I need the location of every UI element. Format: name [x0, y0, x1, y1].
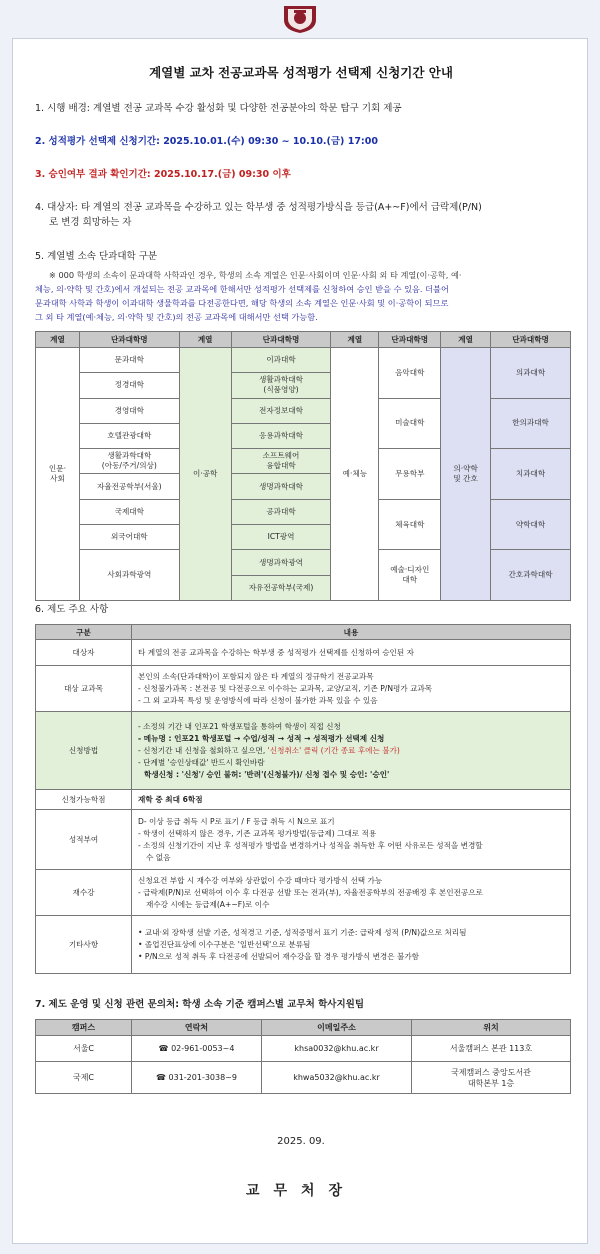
- header-cell: 단과대학명: [79, 332, 179, 348]
- group-medical: 의·약학 및 간호: [441, 348, 491, 601]
- row-label: 신청가능학점: [36, 790, 132, 810]
- row-content: [132, 916, 571, 974]
- header-cell: 내용: [132, 625, 571, 640]
- college-cell: 생명과학광역: [231, 550, 331, 575]
- campus-cell: 국제C: [36, 1062, 132, 1094]
- college-cell: 치과대학: [491, 449, 571, 500]
- college-cell: 간호과학대학: [491, 550, 571, 601]
- key-points-table: [35, 624, 571, 974]
- row-label: 성적부여: [36, 810, 132, 870]
- content-line: - 단계별 '승인상태값' 반드시 확인바람: [138, 757, 265, 767]
- college-cell: 체육대학: [379, 499, 441, 550]
- college-cell: ICT광역: [231, 525, 331, 550]
- email-cell: khsa0032@khu.ac.kr: [262, 1036, 412, 1062]
- college-cell: 소프트웨어 융합대학: [231, 449, 331, 474]
- header-cell: 단과대학명: [379, 332, 441, 348]
- content-line: - 메뉴명 : 인포21 학생포털 → 수업/성적 → 성적 → 성적평가 선택제 신청: [138, 733, 385, 743]
- table-header-row: [36, 625, 571, 640]
- header-cell: 단과대학명: [231, 332, 331, 348]
- eligibility-line-1: 4. 대상자: 타 계열의 전공 교과목을 수강하고 있는 학부생 중 성적평가방식을 등급(A+~F)에서 급락제(P/N): [35, 202, 482, 213]
- row-content: [132, 810, 571, 870]
- content-line: - 급락제(P/N)로 선택하여 이수 후 다전공 선발 또는 전과(부), 자율전공학부의 전공배정 후 본인전공으로: [138, 887, 483, 897]
- content-line: D- 이상 등급 취득 시 P로 표기 / F 등급 취득 시 N으로 표기: [138, 816, 335, 826]
- header-cell: 구분: [36, 625, 132, 640]
- phone-cell: [132, 1036, 262, 1062]
- row-content: [132, 712, 571, 790]
- university-emblem: [280, 4, 320, 34]
- table-row: [36, 666, 571, 712]
- location-cell: 국제캠퍼스 중앙도서관 대학본부 1층: [412, 1062, 571, 1094]
- contact-table: [35, 1019, 571, 1094]
- issuer-signature: 교무처장: [245, 1183, 357, 1199]
- header-cell: 계열: [441, 332, 491, 348]
- issue-date: 2025. 09.: [277, 1136, 325, 1147]
- row-content: 타 계열의 전공 교과목을 수강하는 학부생 중 성적평가 선택제를 신청하여 승인된 자: [132, 640, 571, 666]
- notice-page: [12, 38, 588, 1244]
- college-classification-table: [35, 331, 571, 601]
- college-cell: 공과대학: [231, 499, 331, 524]
- item-result-period: 3. 승인여부 결과 확인기간: 2025.10.17.(금) 09:30 이후: [35, 169, 291, 180]
- table-row: [36, 916, 571, 974]
- college-cell: 국제대학: [79, 499, 179, 524]
- table-row: [36, 1036, 571, 1062]
- table-row: [36, 712, 571, 790]
- college-cell: 문과대학: [79, 348, 179, 373]
- email-cell: khwa5032@khu.ac.kr: [262, 1062, 412, 1094]
- college-cell: 호텔관광대학: [79, 423, 179, 448]
- college-cell: 자율전공학부(서울): [79, 474, 179, 499]
- college-cell: 자유전공학부(국제): [231, 575, 331, 600]
- college-cell: 사회과학광역: [79, 550, 179, 601]
- content-line: - 학생이 선택하지 않은 경우, 기존 교과목 평가방법(등급제) 그대로 적용: [138, 828, 377, 838]
- college-cell: 의과대학: [491, 348, 571, 399]
- campus-cell: 서울C: [36, 1036, 132, 1062]
- college-cell: 정경대학: [79, 373, 179, 398]
- header-cell: 캠퍼스: [36, 1020, 132, 1036]
- row-label: 대상 교과목: [36, 666, 132, 712]
- content-line: 신청요건 부합 시 재수강 여부와 상관없이 수강 때마다 평가방식 선택 가능: [138, 875, 383, 885]
- content-line: 수 없음: [146, 852, 171, 862]
- note-line-2: 체능, 의·약학 및 간호)에서 개설되는 전공 교과목에 한해서만 성적평가 선택제를 신청하여 승인 받을 수 있음. 더불어: [35, 284, 449, 294]
- college-cell: 경영대학: [79, 398, 179, 423]
- content-line: • 졸업진단표상에 이수구분은 '일반선택'으로 분류됨: [138, 939, 311, 949]
- header-cell: 계열: [331, 332, 379, 348]
- college-cell: 생활과학대학 (식품영양): [231, 373, 331, 398]
- cancel-note: '신청취소' 클릭 (기간 종료 후에는 불가): [267, 745, 400, 755]
- phone-icon: ☎: [158, 1044, 169, 1053]
- content-line: • P/N으로 성적 취득 후 다전공에 선발되어 재수강을 할 경우 평가방식 변경은 불가함: [138, 951, 419, 961]
- phone-number: 031-201-3038~9: [168, 1073, 237, 1082]
- row-label: 기타사항: [36, 916, 132, 974]
- college-cell: 약학대학: [491, 499, 571, 550]
- item-key-points: 6. 제도 주요 사항: [35, 604, 109, 615]
- header-cell: 계열: [179, 332, 231, 348]
- college-cell: 생명과학대학: [231, 474, 331, 499]
- header-cell: 계열: [36, 332, 80, 348]
- header-cell: 연락처: [132, 1020, 262, 1036]
- item-background: 1. 시행 배경: 계열별 전공 교과목 수강 활성화 및 다양한 전공분야의 학문 탐구 기회 제공: [35, 103, 402, 114]
- college-cell: 외국어대학: [79, 525, 179, 550]
- college-cell: 음악대학: [379, 348, 441, 399]
- phone-icon: ☎: [156, 1073, 166, 1082]
- phone-number: 02-961-0053~4: [171, 1044, 235, 1053]
- page-title: 계열별 교차 전공교과목 성적평가 선택제 신청기간 안내: [149, 65, 453, 80]
- table-row: [36, 640, 571, 666]
- classification-note: [35, 268, 571, 324]
- college-cell: 한의과대학: [491, 398, 571, 449]
- item-contact: 7. 제도 운영 및 신청 관련 문의처: 학생 소속 기준 캠퍼스별 교무처 학사지원팀: [35, 999, 365, 1010]
- item-college-classification: 5. 계열별 소속 단과대학 구분: [35, 251, 158, 262]
- phone-cell: [132, 1062, 262, 1094]
- note-line-4: 그 외 타 계열(예·체능, 의·약학 및 간호)의 전공 교과목에 대해서만 선택 가능함.: [35, 312, 318, 322]
- content-text: - 신청기간 내 신청을 철회하고 싶으면,: [138, 745, 268, 755]
- college-cell: 전자정보대학: [231, 398, 331, 423]
- table-row: [36, 810, 571, 870]
- content-line: • 교내·외 장학생 선발 기준, 성적경고 기준, 성적증명서 표기 기준: 급락제 성적 (P/N)값으로 처리됨: [138, 927, 467, 937]
- college-cell: 응용과학대학: [231, 423, 331, 448]
- content-line: - 신청불가과목 : 본전공 및 다전공으로 이수하는 교과목, 교양/교직, 기존 P/N평가 교과목: [138, 683, 433, 693]
- college-cell: 이과대학: [231, 348, 331, 373]
- content-line: [138, 745, 564, 757]
- row-label: 재수강: [36, 870, 132, 916]
- row-label: 신청방법: [36, 712, 132, 790]
- row-content: 재학 중 최대 6학점: [132, 790, 571, 810]
- item-eligibility: [35, 200, 575, 230]
- college-cell: 미술대학: [379, 398, 441, 449]
- row-content: [132, 870, 571, 916]
- table-row: [36, 790, 571, 810]
- header-cell: 위치: [412, 1020, 571, 1036]
- table-row: [36, 1062, 571, 1094]
- location-cell: 서울캠퍼스 본관 113호: [412, 1036, 571, 1062]
- content-line: - 소정의 신청기간이 지난 후 성적평가 방법을 변경하거나 성적을 취득한 후 어떤 사유로든 성적을 변경할: [138, 840, 483, 850]
- note-line-3: 문과대학 사학과 학생이 이과대학 생물학과를 다전공한다면, 해당 학생의 소속 계열은 인문·사회 및 이·공학이 되므로: [35, 298, 449, 308]
- header-cell: 이메일주소: [262, 1020, 412, 1036]
- group-arts: 예·체능: [331, 348, 379, 601]
- college-cell: 예술·디자인 대학: [379, 550, 441, 601]
- content-line: - 그 외 교과목 특성 및 운영방식에 따라 신청이 불가한 과목 있을 수 있음: [138, 695, 378, 705]
- eligibility-line-2: 로 변경 희망하는 자: [49, 217, 132, 228]
- content-line: 재수강 시에는 등급제(A+~F)로 이수: [146, 899, 270, 909]
- group-science: 이·공학: [179, 348, 231, 601]
- table-header-row: [36, 332, 571, 348]
- content-line: 학생신청 : '신청'/ 승인 불허: '반려'(신청불가)/ 신청 접수 및 승인: '승인': [144, 769, 390, 779]
- college-cell: 생활과학대학 (아동/주거/의상): [79, 449, 179, 474]
- row-label: 대상자: [36, 640, 132, 666]
- table-header-row: [36, 1020, 571, 1036]
- table-row: [36, 870, 571, 916]
- note-line-1: ※ 000 학생의 소속이 문과대학 사학과인 경우, 학생의 소속 계열은 인문·사회이며 인문·사회 외 타 계열(이·공학, 예·: [49, 270, 462, 280]
- item-application-period: 2. 성적평가 선택제 신청기간: 2025.10.01.(수) 09:30 ~ 10.10.(금) 17:00: [35, 136, 378, 147]
- content-line: 본인의 소속(단과대학)이 포함되지 않은 타 계열의 정규학기 전공교과목: [138, 671, 374, 681]
- row-content: [132, 666, 571, 712]
- group-humanities: 인문· 사회: [36, 348, 80, 601]
- college-cell: 무용학부: [379, 449, 441, 500]
- content-line: - 소정의 기간 내 인포21 학생포털을 통하여 학생이 직접 신청: [138, 721, 341, 731]
- header-cell: 단과대학명: [491, 332, 571, 348]
